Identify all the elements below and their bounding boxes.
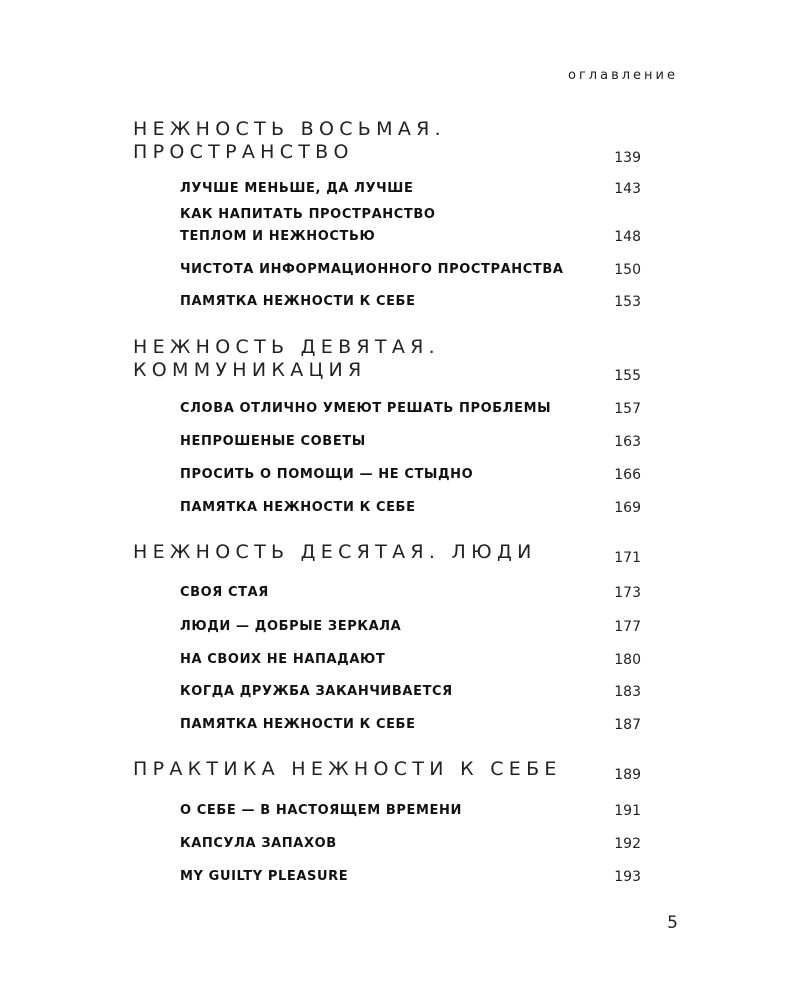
toc-entry[interactable] [133,582,643,604]
entry-title: КАК НАПИТАТЬ ПРОСТРАНСТВО ТЕПЛОМ И НЕЖНОСТЬЮ [180,207,436,244]
entry-page-number: 177 [614,619,641,635]
toc-entry[interactable] [133,800,643,822]
entry-title: НА СВОИХ НЕ НАПАДАЮТ [180,652,386,667]
entry-title: КОГДА ДРУЖБА ЗАКАНЧИВАЕТСЯ [180,684,453,699]
entry-page-number: 193 [614,869,641,885]
entry-title: ЛЮДИ — ДОБРЫЕ ЗЕРКАЛА [180,619,402,634]
running-head: оглавление [568,68,678,83]
toc-entry[interactable] [133,259,643,281]
entry-page-number: 150 [614,262,641,278]
toc-entry[interactable] [133,616,643,638]
entry-title: СЛОВА ОТЛИЧНО УМЕЮТ РЕШАТЬ ПРОБЛЕМЫ [180,401,552,416]
part-page-number: 171 [614,550,641,566]
part-title: НЕЖНОСТЬ ДЕВЯТАЯ. КОММУНИКАЦИЯ [133,336,440,381]
entry-page-number: 148 [614,229,641,245]
entry-page-number: 157 [614,401,641,417]
entry-title: СВОЯ СТАЯ [180,585,269,600]
toc-entry[interactable] [133,497,643,519]
entry-title: О СЕБЕ — В НАСТОЯЩЕМ ВРЕМЕНИ [180,803,462,818]
toc-part[interactable] [133,118,643,164]
entry-page-number: 173 [614,585,641,601]
part-page-number: 139 [614,150,641,166]
entry-page-number: 169 [614,500,641,516]
toc-entry[interactable] [133,178,643,200]
toc-entry[interactable] [133,291,643,313]
entry-title: ЛУЧШЕ МЕНЬШЕ, ДА ЛУЧШЕ [180,181,414,196]
toc-entry[interactable] [133,649,643,671]
entry-title: НЕПРОШЕНЫЕ СОВЕТЫ [180,434,366,449]
toc-entry[interactable] [133,204,643,248]
entry-title: ЧИСТОТА ИНФОРМАЦИОННОГО ПРОСТРАНСТВА [180,262,564,277]
part-title: НЕЖНОСТЬ ВОСЬМАЯ. ПРОСТРАНСТВО [133,118,446,163]
entry-title: ПАМЯТКА НЕЖНОСТИ К СЕБЕ [180,294,416,309]
entry-page-number: 187 [614,717,641,733]
entry-page-number: 191 [614,803,641,819]
part-title: НЕЖНОСТЬ ДЕСЯТАЯ. ЛЮДИ [133,541,537,563]
toc-entry[interactable] [133,431,643,453]
entry-title: MY GUILTY PLEASURE [180,869,349,884]
part-page-number: 155 [614,368,641,384]
toc-entry[interactable] [133,464,643,486]
page-number: 5 [667,913,678,933]
toc-entry[interactable] [133,714,643,736]
toc-part[interactable] [133,758,643,781]
toc-entry[interactable] [133,866,643,888]
toc-entry[interactable] [133,833,643,855]
entry-page-number: 163 [614,434,641,450]
entry-title: ПАМЯТКА НЕЖНОСТИ К СЕБЕ [180,500,416,515]
entry-page-number: 192 [614,836,641,852]
entry-page-number: 183 [614,684,641,700]
toc-part[interactable] [133,541,643,564]
part-page-number: 189 [614,767,641,783]
entry-page-number: 166 [614,467,641,483]
entry-title: ПРОСИТЬ О ПОМОЩИ — НЕ СТЫДНО [180,467,474,482]
toc-part[interactable] [133,336,643,382]
toc-entry[interactable] [133,398,643,420]
part-title: ПРАКТИКА НЕЖНОСТИ К СЕБЕ [133,758,562,780]
entry-page-number: 153 [614,294,641,310]
entry-title: КАПСУЛА ЗАПАХОВ [180,836,337,851]
entry-page-number: 180 [614,652,641,668]
entry-page-number: 143 [614,181,641,197]
toc-entry[interactable] [133,681,643,703]
entry-title: ПАМЯТКА НЕЖНОСТИ К СЕБЕ [180,717,416,732]
